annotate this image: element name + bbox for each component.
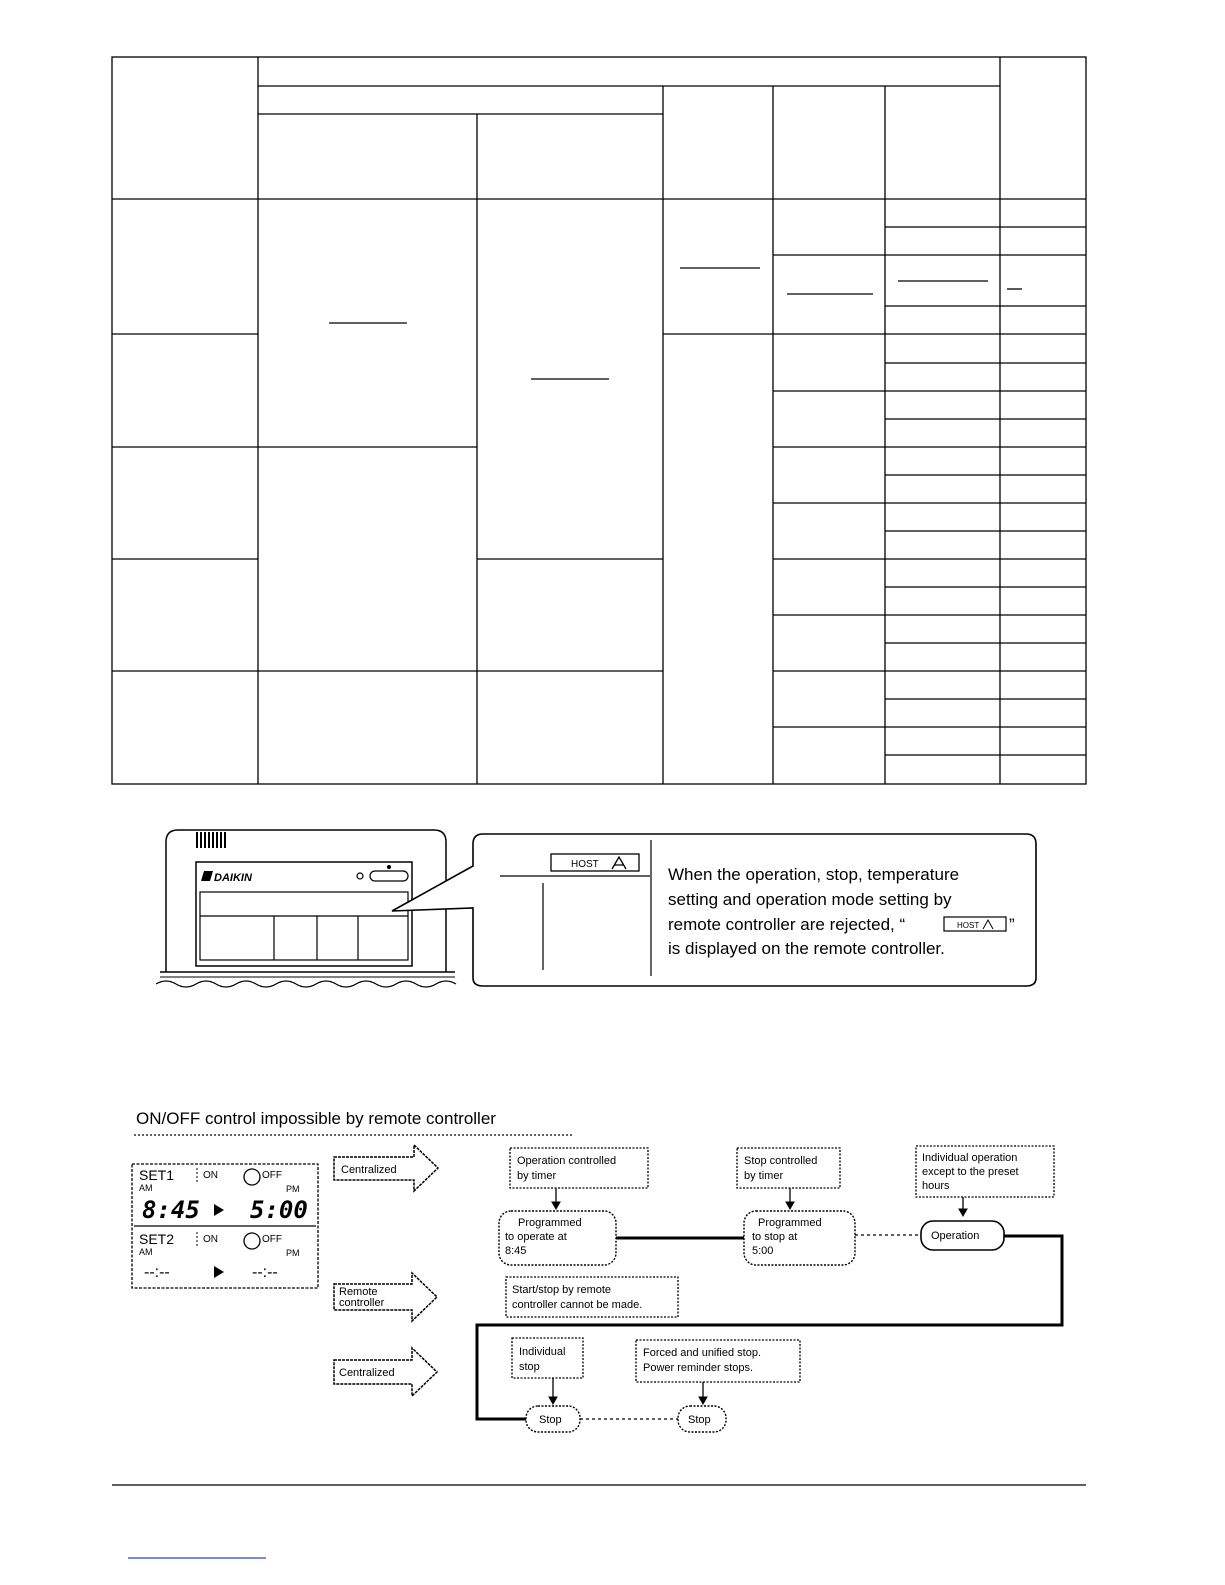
timer-lcd-display	[132, 1164, 318, 1288]
set2-on-label: ON	[203, 1234, 218, 1245]
prog-op-line-2: to operate at	[505, 1231, 567, 1243]
set1-end-time: 5:00	[250, 1196, 308, 1224]
note-individual-stop	[512, 1338, 583, 1378]
callout-line-3-end: ”	[1009, 915, 1015, 934]
section-heading: ON/OFF control impossible by remote controller	[136, 1109, 496, 1128]
set2-pm-label: PM	[286, 1248, 300, 1258]
note-operation-by-timer	[510, 1148, 648, 1188]
set1-am-label: AM	[139, 1183, 153, 1193]
remote-controller-arrow	[334, 1273, 437, 1321]
note-op-timer-line-1: Operation controlled	[517, 1155, 617, 1167]
note-individual-op-line-2: except to the preset	[922, 1166, 1019, 1178]
set1-label: SET1	[139, 1167, 175, 1183]
note-startstop-line-2: controller cannot be made.	[512, 1299, 643, 1311]
callout-line-2: setting and operation mode setting by	[668, 890, 952, 909]
note-individual-operation	[916, 1146, 1054, 1197]
prog-stop-line-2: to stop at	[752, 1231, 798, 1243]
prog-stop-line-3: 5:00	[752, 1245, 774, 1257]
note-stop-timer-line-2: by timer	[744, 1170, 784, 1182]
set2-start-time: --:--	[144, 1264, 170, 1281]
set1-pm-label: PM	[286, 1184, 300, 1194]
callout-line-4: is displayed on the remote controller.	[668, 939, 945, 958]
host-badge-label: HOST	[571, 859, 599, 870]
state-stop-1	[526, 1406, 580, 1432]
centralized-arrow-1	[334, 1145, 438, 1191]
callout-line-1: When the operation, stop, temperature	[668, 865, 960, 884]
note-start-stop-rejected	[506, 1277, 678, 1317]
set2-off-label: OFF	[262, 1234, 282, 1245]
state-stop-1-label: Stop	[539, 1414, 562, 1426]
centralized-1-label: Centralized	[341, 1164, 397, 1176]
state-operation-label: Operation	[931, 1230, 980, 1242]
set1-on-label: ON	[203, 1170, 218, 1181]
centralized-arrow-2	[334, 1348, 437, 1396]
callout-bubble	[392, 834, 1036, 986]
remote-label-line-2: controller	[339, 1297, 385, 1309]
set2-label: SET2	[139, 1231, 175, 1247]
note-individual-stop-line-2: stop	[519, 1361, 540, 1373]
inline-host-badge-label: HOST	[957, 921, 980, 930]
state-programmed-operate	[499, 1211, 616, 1265]
note-individual-op-line-1: Individual operation	[922, 1152, 1018, 1164]
note-individual-op-line-3: hours	[922, 1180, 950, 1192]
note-forced-stop	[636, 1340, 800, 1382]
state-stop-2-label: Stop	[688, 1414, 711, 1426]
note-forced-line-2: Power reminder stops.	[643, 1362, 754, 1374]
set2-am-label: AM	[139, 1247, 153, 1257]
note-startstop-line-1: Start/stop by remote	[512, 1284, 612, 1296]
note-stop-by-timer	[737, 1148, 840, 1188]
remote-label-line-1: Remote	[339, 1286, 378, 1298]
note-individual-stop-line-1: Individual	[519, 1346, 566, 1358]
set1-off-label: OFF	[262, 1170, 282, 1181]
callout-line-3: remote controller are rejected, “	[668, 915, 906, 934]
speaker-grille-icon	[196, 832, 226, 848]
state-stop-2	[678, 1406, 726, 1432]
note-op-timer-line-2: by timer	[517, 1170, 557, 1182]
brand-label: DAIKIN	[214, 872, 252, 884]
prog-stop-line-1: Programmed	[758, 1217, 822, 1229]
set1-start-time: 8:45	[142, 1196, 200, 1224]
centralized-2-label: Centralized	[339, 1367, 395, 1379]
state-operation	[921, 1221, 1004, 1250]
note-forced-line-1: Forced and unified stop.	[643, 1347, 762, 1359]
note-stop-timer-line-1: Stop controlled	[744, 1155, 818, 1167]
set2-end-time: --:--	[252, 1264, 278, 1281]
state-programmed-stop	[744, 1211, 855, 1265]
prog-op-line-3: 8:45	[505, 1245, 527, 1257]
prog-op-line-1: Programmed	[518, 1217, 582, 1229]
